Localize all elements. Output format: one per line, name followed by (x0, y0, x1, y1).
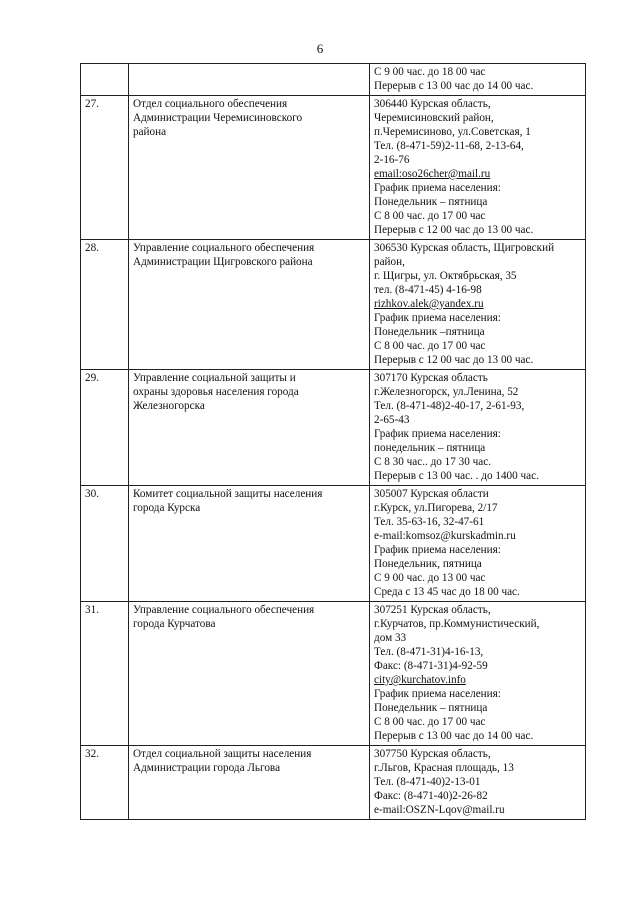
detail-line: Понедельник –пятница (374, 326, 485, 338)
row-number-cell: 28. (81, 240, 129, 370)
detail-line: Черемисиновский район, (374, 112, 494, 124)
detail-line: дом 33 (374, 632, 407, 644)
row-number-cell: 31. (81, 602, 129, 746)
detail-line: С 8 30 час.. до 17 30 час. (374, 456, 491, 468)
detail-line: Понедельник – пятница (374, 702, 488, 714)
table-row (81, 64, 586, 96)
office-name-line: Управление социальной защиты и (133, 372, 296, 384)
detail-line: Понедельник – пятница (374, 196, 488, 208)
office-name-line: Отдел социальной защиты населения (133, 748, 312, 760)
row-number-cell: 32. (81, 746, 129, 820)
office-name-line: города Курска (133, 502, 201, 514)
office-details-cell (370, 486, 586, 602)
office-name-line: района (133, 126, 167, 138)
detail-line: e-mail:OSZN-Lqov@mail.ru (374, 804, 505, 816)
office-name-line: охраны здоровья населения города (133, 386, 299, 398)
detail-line: Тел. (8-471-59)2-11-68, 2-13-64, (374, 140, 524, 152)
detail-line: тел. (8-471-45) 4-16-98 (374, 284, 482, 296)
detail-line: 2-16-76 (374, 154, 410, 166)
office-details-cell (370, 746, 586, 820)
detail-line: График приема населения: (374, 428, 501, 440)
table-row (81, 486, 586, 602)
office-name-cell (129, 370, 370, 486)
detail-line: График приема населения: (374, 688, 501, 700)
detail-line: 306530 Курская область, Щигровский (374, 242, 555, 254)
detail-line: Факс: (8-471-31)4-92-59 (374, 660, 488, 672)
office-details-cell (370, 64, 586, 96)
page-number: 6 (316, 41, 324, 56)
office-details-cell (370, 240, 586, 370)
detail-line: Перерыв с 12 00 час до 13 00 час. (374, 354, 534, 366)
row-number-cell: 27. (81, 96, 129, 240)
detail-line: График приема населения: (374, 544, 501, 556)
detail-line: С 8 00 час. до 17 00 час (374, 340, 486, 352)
detail-line: Факс: (8-471-40)2-26-82 (374, 790, 488, 802)
office-name-line: города Курчатова (133, 618, 216, 630)
office-name-line: Управление социального обеспечения (133, 242, 315, 254)
detail-line: С 9 00 час. до 13 00 час (374, 572, 486, 584)
table-row (81, 96, 586, 240)
office-details-cell (370, 370, 586, 486)
email-link[interactable]: email:oso26cher@mail.ru (374, 168, 491, 180)
detail-line: Понедельник, пятница (374, 558, 482, 570)
office-name-line: Управление социального обеспечения (133, 604, 315, 616)
detail-line: 307170 Курская область (374, 372, 488, 384)
detail-line: Тел. (8-471-40)2-13-01 (374, 776, 481, 788)
detail-line: г.Льгов, Красная площадь, 13 (374, 762, 514, 774)
detail-line: Перерыв с 12 00 час до 13 00 час. (374, 224, 534, 236)
table-row (81, 240, 586, 370)
detail-line: 305007 Курская области (374, 488, 489, 500)
table-row (81, 602, 586, 746)
detail-line: г.Курск, ул.Пигорева, 2/17 (374, 502, 498, 514)
detail-line: Перерыв с 13 00 час. . до 1400 час. (374, 470, 539, 482)
office-name-line: Администрации Черемисиновского (133, 112, 303, 124)
email-link[interactable]: rizhkov.alek@yandex.ru (374, 298, 484, 310)
table-row (81, 370, 586, 486)
detail-line: Среда с 13 45 час до 18 00 час. (374, 586, 520, 598)
detail-line: С 8 00 час. до 17 00 час (374, 210, 486, 222)
detail-line: 2-65-43 (374, 414, 410, 426)
row-number-cell (81, 64, 129, 96)
row-number-cell: 29. (81, 370, 129, 486)
detail-line: Тел. 35-63-16, 32-47-61 (374, 516, 485, 528)
office-name-cell (129, 240, 370, 370)
offices-table (80, 63, 586, 820)
detail-line: Тел. (8-471-31)4-16-13, (374, 646, 484, 658)
office-name-line: Железногорска (133, 400, 205, 412)
office-name-line: Администрации Щигровского района (133, 256, 313, 268)
detail-line: понедельник – пятница (374, 442, 486, 454)
office-name-line: Комитет социальной защиты населения (133, 488, 323, 500)
detail-line: г.Железногорск, ул.Ленина, 52 (374, 386, 519, 398)
row-number-cell: 30. (81, 486, 129, 602)
detail-line: С 8 00 час. до 17 00 час (374, 716, 486, 728)
detail-line: 307750 Курская область, (374, 748, 491, 760)
office-details-cell (370, 602, 586, 746)
detail-line: г. Щигры, ул. Октябрьская, 35 (374, 270, 517, 282)
detail-line: г.Курчатов, пр.Коммунистический, (374, 618, 540, 630)
detail-line: e-mail:komsoz@kurskadmin.ru (374, 530, 516, 542)
email-link[interactable]: city@kurchatov.info (374, 674, 466, 686)
office-name-cell (129, 746, 370, 820)
office-details-cell (370, 96, 586, 240)
office-name-cell (129, 602, 370, 746)
detail-line: Перерыв с 13 00 час до 14 00 час. (374, 730, 534, 742)
office-name-line: Отдел социального обеспечения (133, 98, 288, 110)
detail-line: Тел. (8-471-48)2-40-17, 2-61-93, (374, 400, 525, 412)
detail-line: район, (374, 256, 405, 268)
detail-line: С 9 00 час. до 18 00 час (374, 66, 486, 78)
offices-table-body (81, 64, 586, 820)
detail-line: 307251 Курская область, (374, 604, 491, 616)
detail-line: 306440 Курская область, (374, 98, 491, 110)
office-name-line: Администрации города Льгова (133, 762, 281, 774)
detail-line: Перерыв с 13 00 час до 14 00 час. (374, 80, 534, 92)
office-name-cell (129, 96, 370, 240)
detail-line: График приема населения: (374, 312, 501, 324)
detail-line: п.Черемисиново, ул.Советская, 1 (374, 126, 531, 138)
detail-line: График приема населения: (374, 182, 501, 194)
office-name-cell (129, 64, 370, 96)
table-row (81, 746, 586, 820)
office-name-cell (129, 486, 370, 602)
